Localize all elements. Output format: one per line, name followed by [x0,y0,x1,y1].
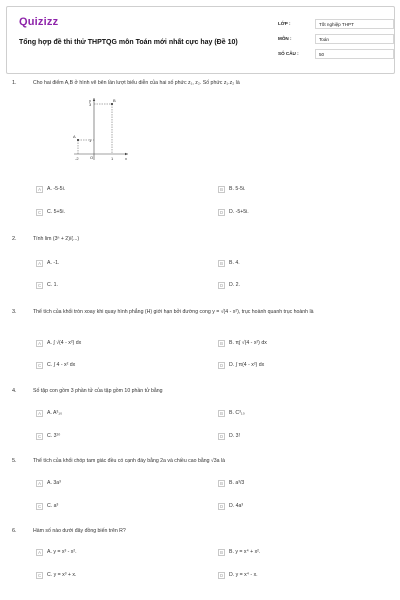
option-a[interactable] [36,478,196,488]
option-letter-box: A [36,549,43,556]
worksheet-header [6,6,395,74]
option-text: B. π∫ √(4 - x²) dx [229,340,267,346]
option-b[interactable] [218,184,378,194]
option-text: D. ∫ π(4 - x²) dx [229,362,265,368]
meta-value: Tốt nghiệp THPT [315,19,394,29]
option-letter-box: D [219,209,224,215]
option-letter-box: A [36,260,43,267]
question-number: 6. [12,528,17,534]
option-text: C. y = x³ + x. [47,572,77,578]
option-letter-box: C [37,209,42,215]
question-number: 3. [12,309,17,315]
option-a[interactable] [36,184,196,194]
option-letter-box: D [219,572,224,578]
option-letter-box: B [218,480,225,487]
option-text: A. A³₁₀ [47,410,63,416]
option-b[interactable] [218,547,378,557]
option-text: D. -5+5i. [229,209,249,215]
option-d[interactable] [218,360,378,370]
option-letter-box: A [36,186,43,193]
option-d[interactable] [218,280,378,290]
option-c[interactable] [36,280,196,290]
option-b[interactable] [218,258,378,268]
option-b[interactable] [218,478,378,488]
option-d[interactable] [218,207,378,217]
option-text: B. y = x⁴ + x². [229,549,261,555]
point-b-label: B [113,98,116,103]
option-c[interactable] [36,501,196,511]
option-c[interactable] [36,360,196,370]
meta-label: MÔN : [278,36,292,41]
option-letter-box: D [219,503,224,509]
meta-label: LỚP : [278,21,291,26]
option-text: C. 1. [47,282,58,288]
option-text: C. 5+5i. [47,209,66,215]
option-letter-box: B [218,549,225,556]
tick-label-y3: 3 [89,102,92,107]
option-d[interactable] [218,570,378,580]
meta-value: Toán [315,34,394,44]
axis-label-y: y [89,98,91,103]
tick-label-xm2: -2 [75,156,79,161]
option-letter-box: A [36,410,43,417]
question-text: Thể tích của khối chóp tam giác đều có cạnh đáy bằng 2a và chiều cao bằng √3a là [33,458,226,464]
meta-value: 50 [315,49,394,59]
option-text: D. y = x⁴ - x. [229,572,258,578]
question-text: Hàm số nào dưới đây đồng biến trên R? [33,528,126,534]
option-letter-box: C [37,503,42,509]
question-number: 4. [12,388,17,394]
quizizz-logo: Quizizz [19,16,59,28]
option-c[interactable] [36,431,196,441]
complex-plane-figure [70,94,130,162]
origin-label: O [90,155,94,160]
question-number: 5. [12,458,17,464]
option-text: B. 5-5i. [229,186,246,192]
option-text: A. y = x³ - x². [47,549,77,555]
option-a[interactable] [36,338,196,348]
tick-label-x1: 1 [111,156,114,161]
option-letter-box: D [219,362,224,368]
option-text: B. 4. [229,260,240,266]
axis-label-x: x [125,156,127,161]
option-letter-box: A [36,340,43,347]
option-a[interactable] [36,547,196,557]
option-b[interactable] [218,338,378,348]
tick-label-y1: 1 [89,138,92,143]
question-number: 2. [12,236,17,242]
option-text: D. 2. [229,282,240,288]
question-number: 1. [12,80,17,86]
option-text: C. ∫ 4 - x² dx [47,362,76,368]
option-letter-box: C [37,282,42,288]
option-letter-box: B [218,410,225,417]
option-c[interactable] [36,207,196,217]
option-letter-box: D [219,433,224,439]
option-letter-box: C [37,362,42,368]
question-text: Cho hai điểm A,B ở hình vẽ bên lần lượt biểu diễn của hai số phức z₁, z₂. Số phức z₁.z₂ là [33,80,240,86]
page-title: Tổng hợp đề thi thử THPTQG môn Toán mới nhất cực hay (Đề 10) [19,39,238,46]
meta-info [278,16,394,61]
option-text: A. ∫ √(4 - x²) dx [47,340,82,346]
option-text: B. C³₁₀ [229,410,245,416]
option-text: D. 4a³ [229,503,244,509]
question-text: Tính lim (3ⁿ + 2)/(...) [33,236,80,242]
option-b[interactable] [218,408,378,418]
option-letter-box: D [219,282,224,288]
question-text: Thể tích của khối tròn xoay khi quay hình phẳng (H) giới hạn bởi đường cong y = √(4 - x²), trục hoành quanh trục hoành là [33,309,314,315]
option-letter-box: C [37,572,42,578]
option-text: C. 3¹⁰ [47,433,61,439]
option-letter-box: B [218,186,225,193]
option-a[interactable] [36,258,196,268]
option-text: D. 3! [229,433,240,439]
question-text: Số tập con gồm 3 phần tử của tập gồm 10 phần tử bằng [33,388,163,394]
option-a[interactable] [36,408,196,418]
meta-label: SỐ CÂU : [278,51,299,56]
option-text: A. -5-5i. [47,186,66,192]
option-d[interactable] [218,431,378,441]
option-letter-box: C [37,433,42,439]
option-c[interactable] [36,570,196,580]
option-text: A. -1. [47,260,60,266]
option-letter-box: A [36,480,43,487]
meta-row-class [278,16,394,31]
option-letter-box: B [218,340,225,347]
option-text: C. a³ [47,503,59,509]
point-a-label: A [73,134,76,139]
option-text: B. a³/3 [229,480,245,486]
option-d[interactable] [218,501,378,511]
meta-row-count [278,46,394,61]
meta-row-subject [278,31,394,46]
option-letter-box: B [218,260,225,267]
option-text: A. 3a³ [47,480,61,486]
